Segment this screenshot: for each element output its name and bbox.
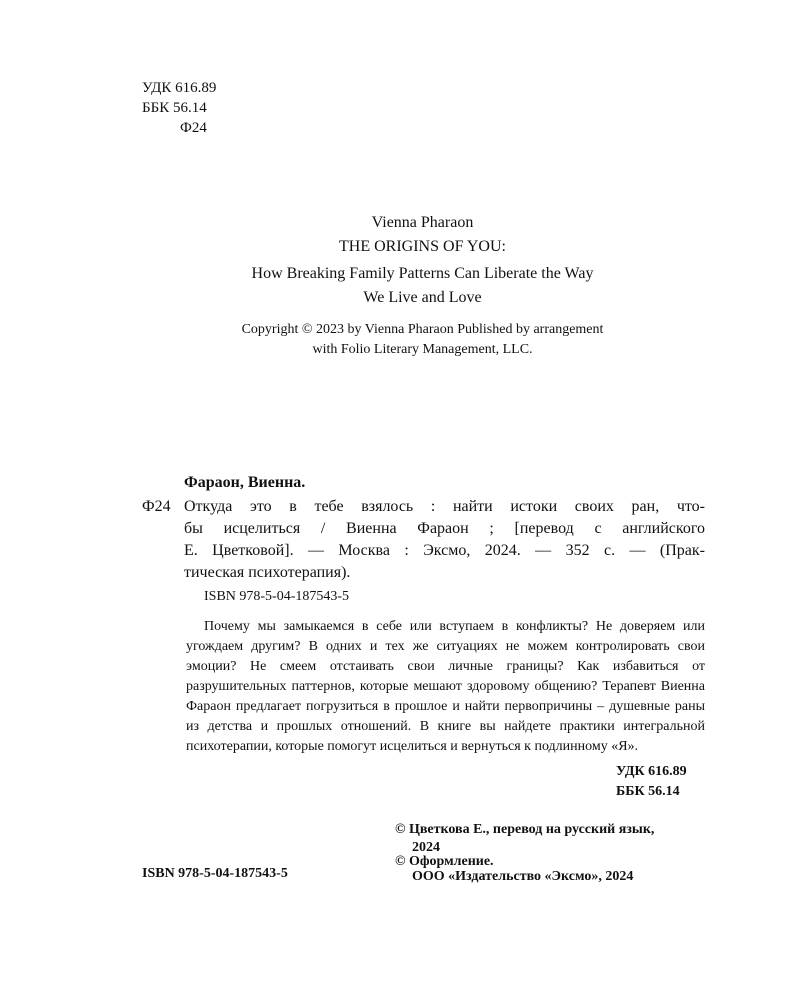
biblio-line: Откуда это в тебе взялось : найти истоки своих ран, что- — [184, 498, 705, 515]
bbk-code-top: ББК 56.14 — [142, 100, 207, 116]
udk-code-top: УДК 616.89 — [142, 80, 217, 96]
biblio-line: тическая психотерапия). — [184, 564, 351, 581]
original-title: THE ORIGINS OF YOU: — [339, 238, 506, 255]
biblio-author-sign: Ф24 — [142, 498, 171, 515]
author-sign-top: Ф24 — [180, 120, 207, 136]
bbk-code-bottom: ББК 56.14 — [616, 784, 680, 799]
original-copyright-line1: Copyright © 2023 by Vienna Pharaon Published by arrangement — [241, 322, 604, 337]
copyright-design-line2: ООО «Издательство «Эксмо», 2024 — [412, 869, 634, 884]
biblio-line: Е. Цветковой]. — Москва : Эксмо, 2024. — 352 с. — (Прак- — [184, 542, 705, 559]
udk-code-bottom: УДК 616.89 — [616, 764, 687, 779]
footer-isbn: ISBN 978-5-04-187543-5 — [142, 866, 288, 881]
copyright-translation-line1: © Цветкова Е., перевод на русский язык, — [395, 822, 655, 837]
copyright-design-line1: © Оформление. — [395, 854, 494, 869]
original-subtitle-line1: How Breaking Family Patterns Can Liberate the Way — [251, 265, 594, 282]
biblio-isbn: ISBN 978-5-04-187543-5 — [204, 589, 350, 604]
original-copyright-line2: with Folio Literary Management, LLC. — [312, 342, 533, 357]
biblio-line: бы исцелиться / Виенна Фараон ; [перевод с английского — [184, 520, 705, 537]
annotation-text: Почему мы замыкаемся в себе или вступаем в конфликты? Не доверяем или угождаем другим? В одних и тех же ситуациях не можем контролировать свои эмоции? Не смеем отстаивать свои личные границы? Как избавиться от разрушительных паттернов, которые мешают здоровому общению? Терапевт Виенна Фараон предлагает погрузиться в прошлое и найти первопричины – душевные раны из детства и прошлых отношений. В книге вы найдете практики интегральной психотерапии, которые помогут исцелиться и вернуться к подлинному «Я». — [186, 619, 705, 754]
biblio-record — [184, 496, 705, 584]
copyright-translation-line2: 2024 — [412, 840, 440, 855]
biblio-author-heading: Фараон, Виенна. — [184, 474, 306, 491]
original-subtitle-line2: We Live and Love — [363, 289, 482, 306]
original-author: Vienna Pharaon — [371, 214, 474, 231]
